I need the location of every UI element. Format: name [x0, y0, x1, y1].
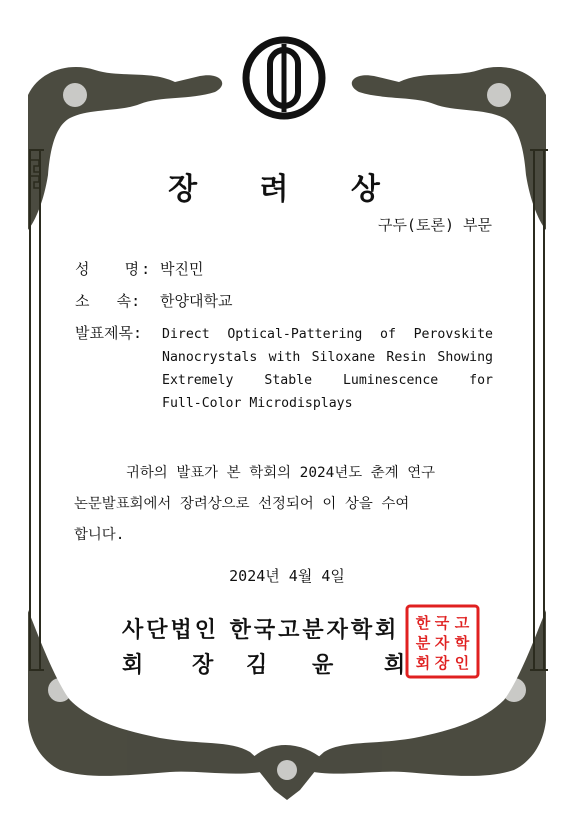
president-char: 김: [246, 653, 268, 678]
svg-text:인: 인: [454, 654, 470, 672]
certificate-body: [74, 458, 496, 551]
svg-text:분: 분: [415, 634, 431, 652]
president-char: 윤: [312, 653, 334, 678]
svg-text:장: 장: [434, 654, 450, 672]
svg-text:학: 학: [454, 634, 470, 652]
svg-text:고: 고: [454, 614, 470, 632]
topic-label: 발표제목:: [75, 324, 142, 342]
name-value: 박진민: [160, 260, 204, 278]
presentation-title: [162, 323, 493, 415]
president-char: 희: [384, 653, 406, 678]
topic-line: Extremely Stable Luminescence for: [162, 373, 493, 388]
left-meander-border: [30, 150, 40, 670]
president-char: 장: [192, 653, 214, 678]
svg-text:자: 자: [434, 634, 450, 652]
society-emblem: [242, 36, 326, 120]
affiliation-value: 한양대학교: [160, 292, 233, 310]
name-label: 성 명:: [75, 260, 153, 278]
svg-text:회: 회: [415, 654, 431, 672]
body-line: 합니다.: [74, 527, 125, 543]
body-line: 논문발표회에서 장려상으로 선정되어 이 상을 수여: [74, 496, 410, 512]
organization-name: 사단법인 한국고분자학회: [122, 618, 400, 643]
svg-text:한: 한: [415, 614, 431, 632]
affiliation-label: 소 속:: [75, 292, 141, 310]
body-line: 귀하의 발표가 본 학회의 2024년도 춘계 연구: [126, 465, 436, 481]
official-seal: [405, 604, 480, 679]
right-meander-border: [534, 150, 544, 670]
issue-date: 2024년 4월 4일: [229, 567, 345, 585]
topic-line: Direct Optical-Pattering of Perovskite: [162, 327, 493, 342]
topic-line: Nanocrystals with Siloxane Resin Showing: [162, 350, 493, 365]
president-char: 회: [122, 653, 144, 678]
topic-line: Full-Color Microdisplays: [162, 396, 353, 411]
award-division: 구두(토론) 부문: [377, 216, 492, 234]
certificate-title: 장 려 상: [168, 172, 406, 207]
svg-text:국: 국: [434, 614, 450, 632]
